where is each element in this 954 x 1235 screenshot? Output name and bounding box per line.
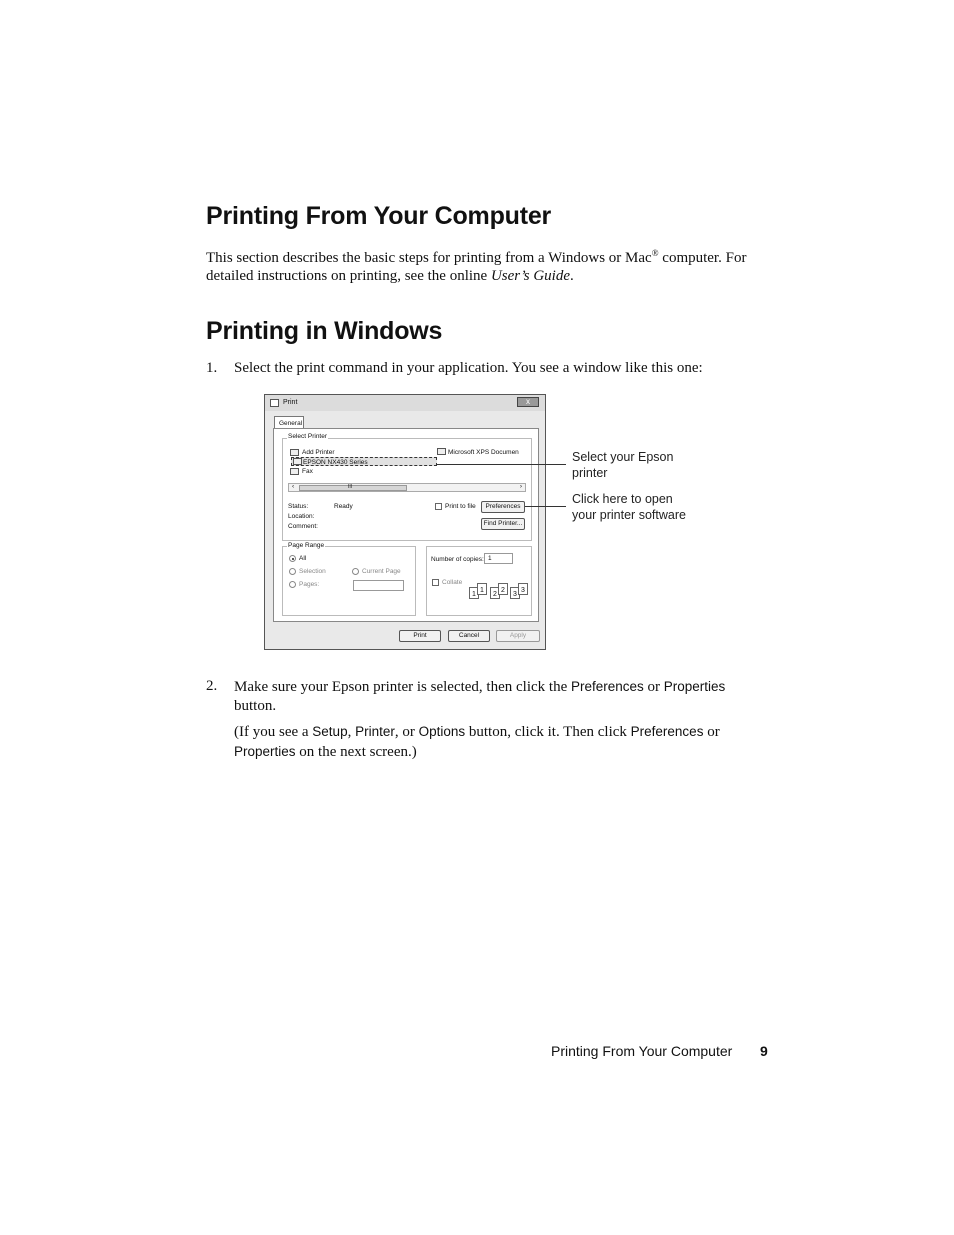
select-printer-label: Select Printer xyxy=(288,433,328,440)
collate-page: 1 xyxy=(469,587,479,599)
step-2-note xyxy=(234,722,754,762)
step-2-text-b: button. xyxy=(234,698,277,714)
properties-term: Properties xyxy=(663,679,726,694)
print-dialog xyxy=(264,394,546,650)
copies-stepper[interactable] xyxy=(484,553,513,564)
intro-period: . xyxy=(569,268,574,284)
scroll-thumb[interactable] xyxy=(299,485,407,491)
collate-page: 3 xyxy=(510,587,520,599)
copies-value: 1 xyxy=(488,555,492,562)
print-to-file-checkbox[interactable] xyxy=(435,503,442,510)
users-guide-title: User’s Guide xyxy=(490,268,570,284)
collate-page: 2 xyxy=(490,587,500,599)
printer-item-xps[interactable]: Microsoft XPS Documen xyxy=(448,449,519,456)
collate-page: 1 xyxy=(477,583,487,595)
range-current-radio[interactable] xyxy=(352,568,359,575)
tab-general[interactable]: General xyxy=(274,416,304,429)
options-term: Options xyxy=(418,724,466,739)
cancel-button[interactable]: Cancel xyxy=(448,630,490,642)
printer-item-epson-label: EPSON NX430 Series xyxy=(303,459,368,466)
printer-item-add[interactable]: Add Printer xyxy=(302,449,335,456)
location-label: Location: xyxy=(288,513,315,520)
range-pages-radio[interactable] xyxy=(289,581,296,588)
intro-paragraph xyxy=(206,244,766,285)
step-1-text: Select the print command in your application. You see a window like this one: xyxy=(234,360,703,376)
print-button[interactable]: Print xyxy=(399,630,441,642)
preferences-term: Preferences xyxy=(570,679,644,694)
fax-icon xyxy=(290,468,299,475)
comment-label: Comment: xyxy=(288,523,318,530)
printer-icon xyxy=(270,399,279,407)
range-selection-label: Selection xyxy=(299,568,326,575)
note-comma-or: , or xyxy=(394,724,419,740)
xps-printer-icon xyxy=(437,448,446,455)
properties-term-2: Properties xyxy=(234,744,296,759)
note-mid: button, click it. Then click xyxy=(465,724,631,740)
note-or: or xyxy=(703,724,720,740)
section-title: Printing From Your Computer xyxy=(206,202,552,230)
step-2-text-a: Make sure your Epson printer is selected, then click the xyxy=(234,679,571,695)
step-2-text xyxy=(234,677,754,716)
apply-button[interactable]: Apply xyxy=(496,630,540,642)
step-2-or: or xyxy=(643,679,664,695)
find-printer-button[interactable]: Find Printer... xyxy=(481,518,525,530)
note-comma: , xyxy=(347,724,356,740)
callout-select-printer-line-2: printer xyxy=(572,466,608,480)
callout-preferences-line-2: your printer software xyxy=(572,508,686,522)
range-current-label: Current Page xyxy=(362,568,401,575)
close-icon[interactable]: x xyxy=(517,397,539,407)
preferences-term-2: Preferences xyxy=(630,724,704,739)
range-pages-label: Pages: xyxy=(299,581,320,588)
collate-page: 3 xyxy=(518,583,528,595)
range-selection-radio[interactable] xyxy=(289,568,296,575)
range-all-label: All xyxy=(299,555,307,562)
subsection-title: Printing in Windows xyxy=(206,317,443,345)
scroll-right-icon[interactable]: › xyxy=(519,483,522,490)
note-open: (If you see a xyxy=(234,724,313,740)
scroll-grip: III xyxy=(348,484,353,490)
print-to-file-label: Print to file xyxy=(445,503,476,510)
pages-input[interactable] xyxy=(353,580,404,591)
printer-item-epson[interactable] xyxy=(291,457,437,466)
callout-select-printer-line-1: Select your Epson xyxy=(572,450,674,464)
footer-title: Printing From Your Computer xyxy=(551,1043,733,1059)
scroll-left-icon[interactable]: ‹ xyxy=(292,483,295,490)
callout-preferences xyxy=(572,491,686,523)
printer-list-scrollbar[interactable] xyxy=(288,483,526,492)
page-range-label: Page Range xyxy=(288,542,325,549)
collate-checkbox[interactable] xyxy=(432,579,439,586)
callout-select-printer xyxy=(572,449,673,481)
printer-term: Printer xyxy=(355,724,395,739)
general-panel xyxy=(273,428,539,622)
callout-line-preferences xyxy=(525,506,566,507)
registered-mark: ® xyxy=(651,248,659,258)
status-label: Status: xyxy=(288,503,309,510)
status-value: Ready xyxy=(334,503,353,510)
add-printer-icon xyxy=(290,449,299,456)
collate-page: 2 xyxy=(498,583,508,595)
epson-printer-icon xyxy=(293,458,302,465)
copies-label: Number of copies: xyxy=(431,556,484,563)
intro-text-b: computer. For detailed instructions on printing, see the online xyxy=(206,250,747,284)
step-1-number: 1. xyxy=(206,360,218,376)
collate-label: Collate xyxy=(442,579,463,586)
note-end: on the next screen.) xyxy=(295,744,417,760)
preferences-button[interactable]: Preferences xyxy=(481,501,525,513)
range-all-radio[interactable] xyxy=(289,555,296,562)
intro-text-a: This section describes the basic steps for printing from a Windows or Mac xyxy=(206,250,652,266)
setup-term: Setup xyxy=(312,724,348,739)
page-number: 9 xyxy=(760,1043,768,1059)
dialog-titlebar xyxy=(265,395,545,411)
step-2-number: 2. xyxy=(206,678,218,694)
dialog-title: Print xyxy=(283,399,298,406)
printer-item-fax[interactable]: Fax xyxy=(302,468,313,475)
callout-preferences-line-1: Click here to open xyxy=(572,492,673,506)
callout-line-printer xyxy=(436,464,566,465)
